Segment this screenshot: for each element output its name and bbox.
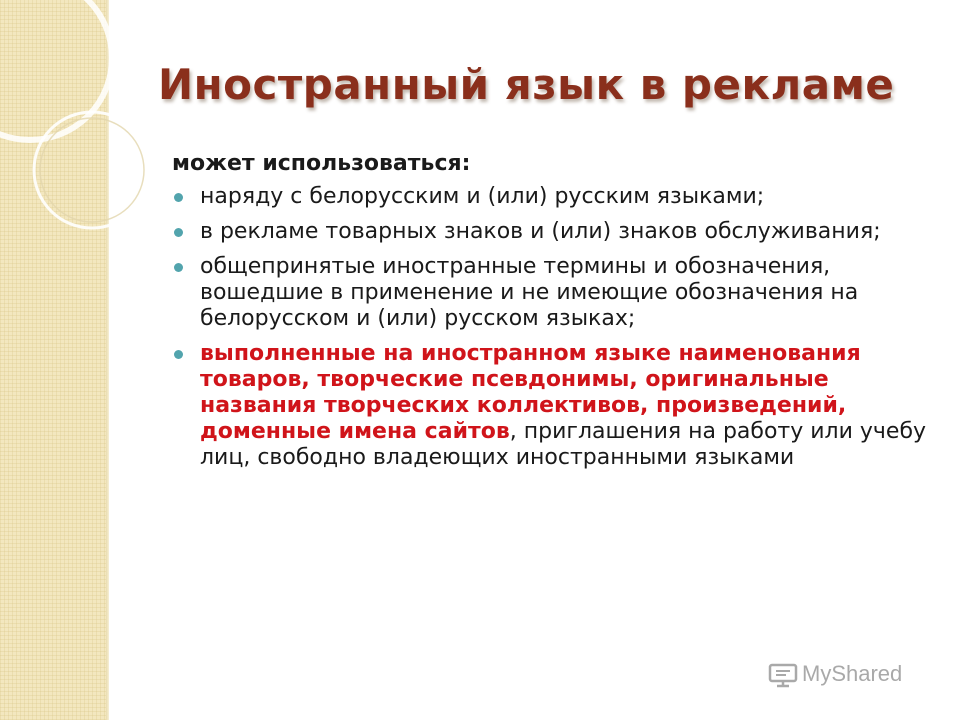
bullet-dot-icon bbox=[174, 228, 183, 237]
bullet-text: общепринятые иностранные термины и обозначения, вошедшие в применение и не имеющие обозначения на белорусском и (или) русском языках; bbox=[200, 254, 859, 331]
bullet-dot-icon bbox=[174, 193, 183, 202]
bullet-text: в рекламе товарных знаков и (или) знаков обслуживания; bbox=[200, 219, 881, 244]
bullet-highlight-text: выполненные на иностранном языке наименования товаров, творческие псевдонимы, оригинальные названия творческих коллективов, произведений, доменные имена сайтов bbox=[200, 341, 861, 444]
bullet-item bbox=[172, 219, 932, 245]
bullet-dot-icon bbox=[174, 350, 183, 359]
decorative-circles bbox=[0, 0, 200, 260]
bullet-item bbox=[172, 341, 932, 471]
bullet-text: наряду с белорусским и (или) русским языками; bbox=[200, 184, 765, 209]
bullet-list bbox=[172, 184, 932, 471]
bullet-item bbox=[172, 254, 932, 332]
bullet-dot-icon bbox=[174, 263, 183, 272]
bullet-item bbox=[172, 184, 932, 210]
intro-text: может использоваться: bbox=[172, 151, 471, 176]
watermark bbox=[768, 660, 938, 690]
slide-content bbox=[172, 150, 932, 480]
bullet-text: , приглашения на работу или учебу лиц, свободно владеющих иностранными языками bbox=[200, 419, 927, 470]
slide-title: Иностранный язык в рекламе bbox=[158, 60, 895, 109]
presentation-icon bbox=[768, 662, 798, 688]
watermark-text: MyShared bbox=[802, 661, 903, 686]
